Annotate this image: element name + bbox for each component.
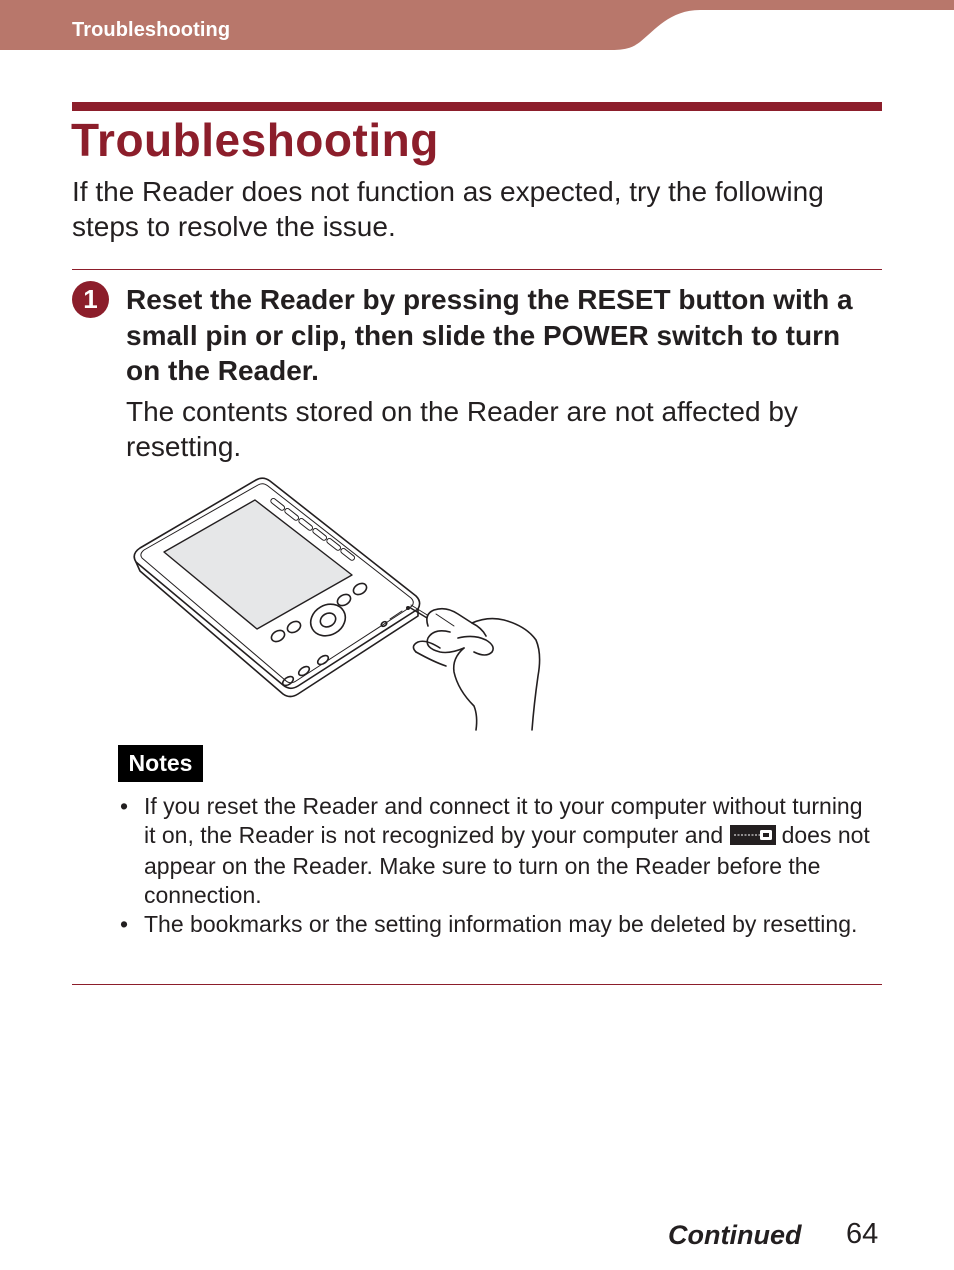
intro-text: If the Reader does not function as expected, try the following steps to resolve the issue. [72, 176, 824, 242]
note-text: If you reset the Reader and connect it to your computer without turning it on, the Reader is not recognized by your computer and [144, 793, 863, 848]
bullet: • [120, 911, 129, 937]
step-heading: Reset the Reader by pressing the RESET button with a small pin or clip, then slide the POWER switch to turn on the Reader. [126, 284, 853, 386]
reader-reset-illustration-icon [128, 476, 548, 739]
usb-connection-icon [730, 823, 776, 852]
breadcrumb[interactable]: Troubleshooting [72, 19, 231, 41]
section-divider-bottom [72, 984, 882, 985]
step-number-badge: 1 [72, 281, 109, 318]
notes-label: Notes [118, 745, 203, 782]
notes-list [118, 792, 878, 939]
page-title: Troubleshooting [71, 114, 439, 166]
page-number: 64 [846, 1218, 879, 1250]
continued-label: Continued [668, 1220, 802, 1250]
list-item [118, 792, 878, 910]
note-text: The bookmarks or the setting information may be deleted by resetting. [144, 911, 858, 937]
title-rule [72, 102, 882, 111]
note-text-continued: does not appear on the Reader. Make sure to turn on the Reader before the connection. [144, 822, 870, 908]
bullet: • [120, 793, 129, 819]
step-body: The contents stored on the Reader are not affected by resetting. [126, 396, 798, 462]
header-band [0, 0, 954, 52]
list-item [118, 910, 878, 939]
section-divider-top [72, 269, 882, 270]
